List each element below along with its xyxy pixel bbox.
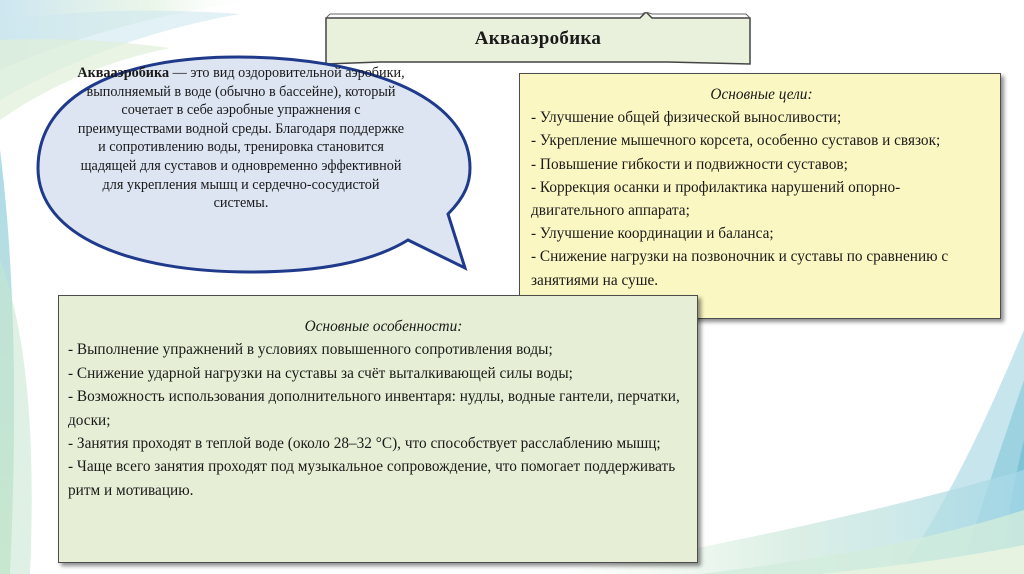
feature-item: - Снижение ударной нагрузки на суставы за счёт выталкивающей силы воды; [68,364,573,382]
goals-box [519,73,1001,319]
goal-item: - Улучшение координации и баланса; [531,225,774,243]
goals-heading: Основные цели: [710,86,813,103]
definition-term: Аквааэробика [77,65,170,81]
goal-item: - Улучшение общей физической выносливости; [531,109,842,127]
goal-item: - Укрепление мышечного корсета, особенно суставов и связок; [531,132,941,150]
feature-item: - Занятия проходят в теплой воде (около 28–32 °C), что способствует расслаблению мышц; [68,435,661,453]
definition-text [76,64,406,213]
feature-item: - Выполнение упражнений в условиях повышенного сопротивления воды; [68,341,553,359]
goal-item: - Повышение гибкости и подвижности суставов; [531,155,848,173]
goal-item: - Коррекция осанки и профилактика нарушений опорно-двигательного аппарата; [531,178,901,220]
goal-item: - Снижение нагрузки на позвоночник и суставы по сравнению с занятиями на суше. [531,248,949,289]
features-box [58,295,698,563]
slide-title: Аквааэробика [474,28,602,49]
feature-item: - Чаще всего занятия проходят под музыкальное сопровождение, что помогает поддерживать ритм и мотивацию. [68,458,676,499]
feature-item: - Возможность использования дополнительного инвентаря: нудлы, водные гантели, перчатки, доски; [68,388,680,429]
definition-body: — это вид оздоровительной аэробики, выполняемый в воде (обычно в бассейне), который сочетает в себе аэробные упражнения с преимуществами водной среды. Благодаря поддержке и сопротивлению воды, тренировка становится щадящей для суставов и одновременно эффективной для укрепления мышц и сердечно-сосудистой системы. [77,65,405,212]
features-heading: Основные особенности: [304,318,463,335]
